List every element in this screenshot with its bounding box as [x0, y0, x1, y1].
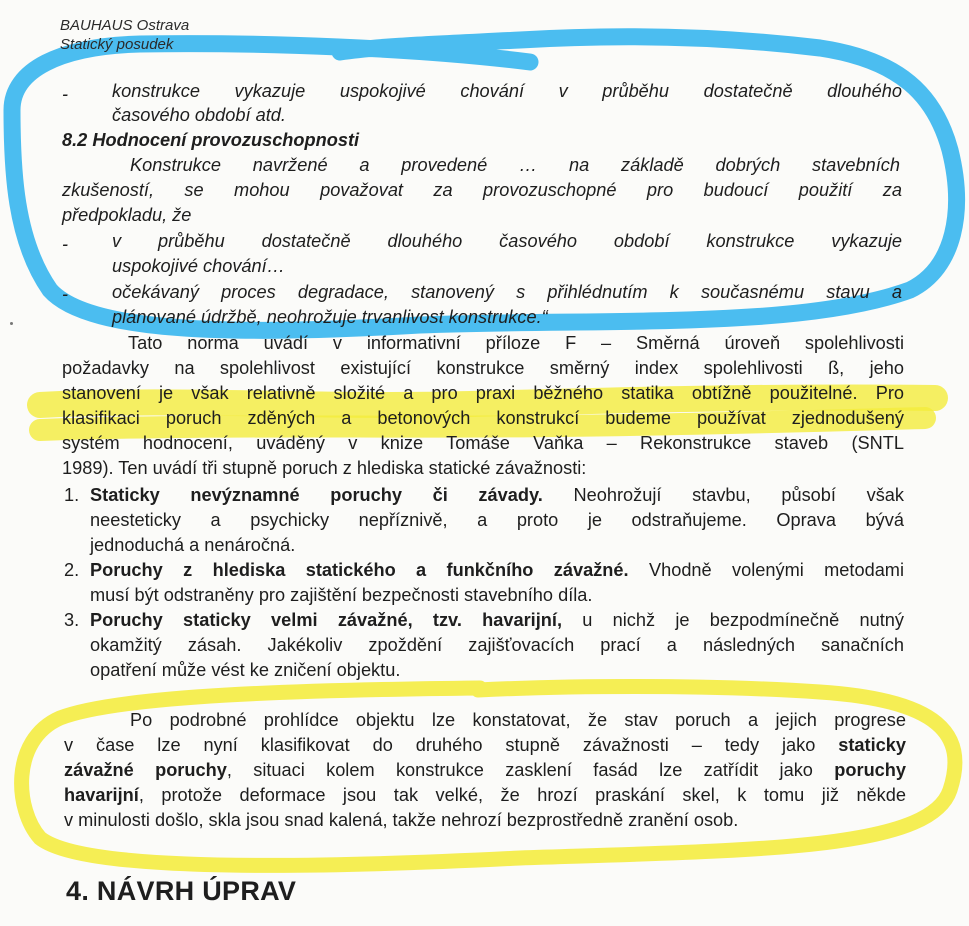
list-item-1-rest: Neohrožují stavbu, působí však [542, 485, 905, 505]
conclusion-line-2-text: v čase lze nyní klasifikovat do druhého stupně závažnosti – tedy jako [64, 735, 839, 755]
conclusion-line-3 [64, 758, 906, 782]
body-para-line-6: 1989). Ten uvádí tři stupně poruch z hlediska statické závažnosti: [62, 458, 587, 478]
list-item-3-line-2: okamžitý zásah. Jakékoliv zpoždění zajišťovacích prací a následných sanačních [90, 635, 904, 655]
bullet-intro-line-1: konstrukce vykazuje uspokojivé chování v průběhu dostatečně dlouhého [112, 81, 902, 101]
list-item-2-line-1 [90, 558, 904, 582]
list-item-1-line-2: neesteticky a psychicky nepříznivě, a proto je odstraňujeme. Oprava bývá [90, 510, 904, 530]
body-para-line-1: Tato norma uvádí v informativní příloze F – Směrná úroveň spolehlivosti [128, 333, 904, 353]
list-number-2: 2. [64, 560, 80, 580]
chapter-heading-navrh-uprav: 4. NÁVRH ÚPRAV [66, 876, 297, 906]
bullet-dash: - [62, 84, 68, 104]
header-doc-type: Statický posudek [60, 36, 174, 53]
section-title-8-2: 8.2 Hodnocení provozuschopnosti [62, 130, 360, 150]
document-header [60, 16, 189, 54]
body-para-line-2: požadavky na spolehlivost existující konstrukce směrný index spolehlivosti ß, jeho [62, 358, 904, 378]
bullet-dash: - [62, 284, 68, 304]
list-item-3-bold: Poruchy staticky velmi závažné, tzv. havarijní, [90, 610, 562, 630]
bullet-2-line-1: očekávaný proces degradace, stanovený s přihlédnutím k současnému stavu a [112, 282, 902, 302]
conclusion-line-1: Po podrobné prohlídce objektu lze konstatovat, že stav poruch a jejich progrese [130, 710, 906, 730]
list-item-1-bold: Staticky nevýznamné poruchy či závady. [90, 485, 543, 505]
list-number-1: 1. [64, 485, 80, 505]
conclusion-line-5: v minulosti došlo, skla jsou snad kalená, takže nehrozí bezprostředně zranění osob. [64, 810, 739, 830]
section-para-line-3: předpokladu, že [62, 205, 192, 225]
scan-speck [10, 322, 13, 325]
body-para-line-5: systém hodnocení, uváděný v knize Tomáše Vaňka – Rekonstrukce staveb (SNTL [62, 433, 904, 453]
header-company: BAUHAUS Ostrava [60, 17, 190, 34]
bullet-1-line-2: uspokojivé chování… [112, 256, 285, 276]
body-para-line-4: klasifikaci poruch zděných a betonových konstrukcí budeme používat zjednodušený [62, 408, 904, 428]
list-item-2-line-2: musí být odstraněny pro zajištění bezpečnosti stavebního díla. [90, 585, 593, 605]
list-item-3-rest: u nichž je bezpodmínečně nutný [562, 610, 904, 630]
list-item-2-bold: Poruchy z hlediska statického a funkčního závažné. [90, 560, 629, 580]
section-para-line-2: zkušeností, se mohou považovat za provozuschopné pro budoucí použití za [62, 180, 902, 200]
section-para-line-1: Konstrukce navržené a provedené … na základě dobrých stavebních [130, 155, 900, 175]
bullet-intro-line-2: časového období atd. [112, 105, 286, 125]
list-item-3-line-1 [90, 608, 904, 632]
bullet-1-line-1: v průběhu dostatečně dlouhého časového období konstrukce vykazuje [112, 231, 902, 251]
conclusion-line-3-bold: závažné poruchy [64, 760, 227, 780]
list-item-3-line-3: opatření může vést ke zničení objektu. [90, 660, 401, 680]
body-para-line-3: stanovení je však relativně složité a pro praxi běžného statika obtížně použitelné. Pro [62, 383, 904, 403]
conclusion-line-2-bold: staticky [838, 735, 906, 755]
conclusion-line-2 [64, 733, 906, 757]
conclusion-line-4-text: , protože deformace jsou tak velké, že hrozí praskání skel, k tomu již někde [138, 785, 906, 805]
list-item-1-line-3: jednoduchá a nenáročná. [90, 535, 296, 555]
bullet-dash: - [62, 234, 68, 254]
list-item-2-rest: Vhodně volenými metodami [628, 560, 904, 580]
conclusion-line-3-text: , situaci kolem konstrukce zasklení fasád lze zatřídit jako [226, 760, 835, 780]
conclusion-line-3-bold-2: poruchy [834, 760, 907, 780]
bullet-2-line-2: plánované údržbě, neohrožuje trvanlivost konstrukce.“ [112, 307, 548, 327]
list-item-1-line-1 [90, 483, 904, 507]
conclusion-line-4 [64, 783, 906, 807]
conclusion-line-4-bold: havarijní [64, 785, 139, 805]
list-number-3: 3. [64, 610, 80, 630]
